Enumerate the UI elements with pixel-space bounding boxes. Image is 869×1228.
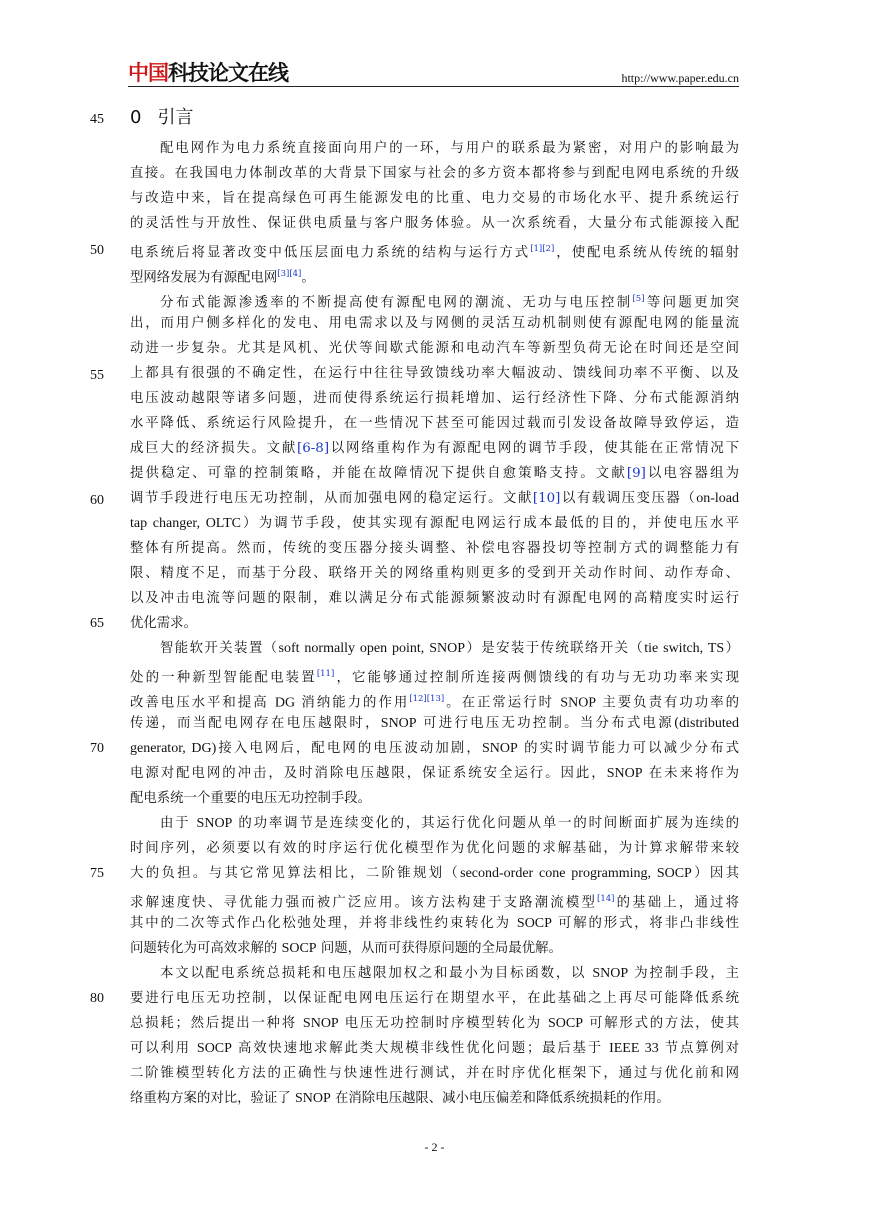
latin-text: SNOP [481,741,518,756]
text-segment: 求解速度快、寻优能力强而被广泛应用。该方法构建于支路潮流模型 [130,895,598,911]
text-line [130,541,739,557]
text-segment: 。 [301,270,315,286]
text-segment: ，它能够通过控制所连接两侧馈线的有功与无功功率来实现 [334,670,740,686]
text-segment: 电系统后将显著改变中低压层面电力系统的结构与运行方式 [130,245,531,261]
text-line [130,366,739,382]
text-segment: 提供稳定、可靠的控制策略，并能在故障情况下提供自愈策略支持。文献 [130,466,627,481]
latin-text: SNOP [380,716,417,731]
latin-text: SOCP [281,941,317,956]
latin-text: SNOP [196,816,233,831]
text-line [130,591,739,607]
text-line [130,416,739,432]
text-segment: 型网络发展为有源配电网 [130,270,278,286]
text-line [160,816,739,832]
text-segment: 二阶锥模型转化方法的正确性与快速性进行测试，并在时序优化框架下，通过与优化前和网 [130,1066,739,1081]
citation-link[interactable]: [6-8] [297,441,330,456]
text-line [130,1066,739,1082]
citation-link[interactable]: [10] [532,491,561,506]
text-line [130,466,739,482]
latin-text: generator, DG) [130,741,217,756]
text-segment: 的功率调节是连续变化的，其运行优化问题从单一的时间断面扩展为连续的 [232,816,739,831]
line-number: 80 [90,991,104,1006]
text-segment: 在消除电压越限、减小电压偏差和降低系统损耗的作用。 [330,1091,670,1106]
logo-red-text: 中国 [128,61,168,85]
text-line [130,791,739,807]
section-title: 引言 [157,107,194,128]
text-segment: 限、精度不足，而基于分段、联络开关的网络重构则更多的受到开关动作时间、动作寿命、 [130,566,739,581]
text-segment: ）为调节手段，使其实现有源配电网运行成本最低的目的，并使电压水平 [240,516,739,531]
text-line [160,291,739,311]
text-segment: 要进行电压无功控制，以保证配电网电压运行在期望水平，在此基础之上再尽可能降低系统 [130,991,739,1006]
citation-link[interactable]: [9] [626,466,646,481]
text-segment: 水平降低、系统运行风险提升，在一些情况下甚至可能因过载而引发设备故障导致停运，造 [130,416,739,431]
text-line [130,316,739,332]
line-number: 50 [90,243,104,258]
text-segment: ）是安装于传统联络开关（ [465,641,645,656]
text-line [130,1016,739,1032]
text-line [130,916,739,932]
text-line [130,266,739,286]
text-line [130,616,739,632]
text-segment: ） [724,641,739,656]
text-segment: 主要负责有功功率的 [596,695,739,711]
text-segment: 大的负担。与其它常见算法相比，二阶锥规划（ [130,866,461,881]
latin-text: distributed [679,716,740,731]
line-number: 55 [90,368,104,383]
latin-text: tie switch, TS [644,641,725,656]
text-line [130,991,739,1007]
latin-text: DG [274,695,296,711]
latin-text: SOCP [516,916,552,931]
latin-text: on-load [696,491,740,506]
text-segment: 可解的形式，将非凸非线性 [551,916,739,931]
text-line [130,766,739,782]
latin-text: SNOP [592,966,629,981]
text-segment: 直接。在我国电力体制改革的大背景下国家与社会的多方资本都将参与到配电网电系统的升级 [130,166,739,181]
text-segment: 改善电压水平和提高 [130,695,275,711]
text-line [130,566,739,582]
citation-superscript[interactable]: [1][2] [530,244,555,254]
text-line [130,341,739,357]
text-segment: 本文以配电系统总损耗和电压越限加权之和最小为目标函数，以 [160,966,593,981]
section-heading [130,107,193,129]
text-segment: 以及冲击电流等问题的限制，难以满足分布式能源频繁波动时有源配电网的高精度实时运行 [130,591,739,606]
text-segment: 。在正常运行时 [444,695,561,711]
text-segment: 优化需求。 [130,616,197,631]
line-number: 65 [90,616,104,631]
text-line [130,866,739,882]
text-line [130,666,739,686]
text-segment: 可解形式的方法，使其 [583,1016,740,1031]
text-segment: 其中的二次等式作凸化松弛处理，并将非线性约束转化为 [130,916,517,931]
text-segment: 节点算例对 [658,1041,739,1056]
latin-text: tap changer, OLTC [130,516,241,531]
line-number: 60 [90,493,104,508]
text-line [160,966,739,982]
latin-text: SNOP [294,1091,331,1106]
text-segment: 与改造中来，旨在提高绿色可再生能源发电的比重、电力交易的市场化水平、提升系统运行 [130,191,739,206]
text-line [130,491,739,507]
text-segment: 智能软开关装置（ [160,641,279,656]
text-line [130,1041,739,1057]
text-line [130,191,739,207]
text-segment: 在未来将作为 [642,766,740,781]
text-segment: 电压无功控制时序模型转化为 [338,1016,549,1031]
latin-text: IEEE 33 [609,1041,659,1056]
text-line [130,691,739,711]
text-segment: 传递，而当配电网存在电压越限时， [130,716,381,731]
text-segment: 调节手段进行电压无功控制，从而加强电网的稳定运行。文献 [130,491,533,506]
text-line [160,141,739,157]
latin-text: SNOP [302,1016,339,1031]
text-segment: 电压波动越限等诸多问题，进而使得系统运行损耗增加、运行经济性下降、分布式能源消纳 [130,391,739,406]
latin-text: SOCP [548,1016,584,1031]
text-segment: 处的一种新型智能配电装置 [130,670,317,686]
line-number: 70 [90,741,104,756]
text-segment: 消纳能力的作用 [295,695,410,711]
text-segment: 高效快速地求解此类大规模非线性优化问题；最后基于 [231,1041,610,1056]
citation-superscript[interactable]: [12][13] [409,694,445,704]
citation-superscript[interactable]: [11] [316,669,335,679]
text-line [130,741,739,757]
latin-text: second-order cone programming, SOCP [460,866,692,881]
text-line [130,241,739,261]
text-segment: 等问题更加突 [644,295,740,311]
header-url[interactable]: http://www.paper.edu.cn [621,71,739,85]
text-segment: 由于 [160,816,197,831]
text-segment: 出，而用户侧多样化的发电、用电需求以及与网侧的灵活互动机制则使有源配电网的能量流 [130,316,739,331]
latin-text: SNOP [606,766,643,781]
text-line [130,441,739,457]
text-segment: 问题，从而可获得原问题的全局最优解。 [316,941,562,956]
text-segment: 时间序列，必须要以有效的时序运行优化模型作为优化问题的求解基础，为计算求解带来较 [130,841,739,856]
text-segment: 动进一步复杂。尤其是风机、光伏等间歇式能源和电动汽车等新型负荷无论在时间还是空间 [130,341,739,356]
text-line [130,891,739,911]
text-segment: ，使配电系统从传统的辐射 [554,245,740,261]
text-segment: 整体有所提高。然而，传统的变压器分接头调整、补偿电容器投切等控制方式的调整能力有 [130,541,739,556]
text-segment: 电源对配电网的冲击，及时消除电压越限，保证系统安全运行。因此， [130,766,607,781]
text-segment: 配电网作为电力系统直接面向用户的一环，与用户的联系最为紧密，对用户的影响最为 [160,141,739,156]
text-segment: 以网络重构作为有源配电网的调节手段，使其能在正常情况下 [329,441,740,456]
latin-text: SNOP [560,695,597,711]
text-segment: 可进行电压无功控制。当分布式电源( [416,716,680,731]
text-line [130,391,739,407]
page-header [128,62,739,87]
citation-superscript[interactable]: [5] [632,294,645,304]
text-segment: 以电容器组为 [645,466,740,481]
citation-superscript[interactable]: [3][4] [277,269,302,279]
text-segment: 以有载调压变压器（ [560,491,697,506]
page-number: - 2 - [424,1140,445,1154]
text-segment: 分布式能源渗透率的不断提高使有源配电网的潮流、无功与电压控制 [160,295,633,311]
text-segment: 络重构方案的对比，验证了 [130,1091,295,1106]
text-segment: 的灵活性与开放性、保证供电质量与客户服务体验。从一次系统看，大量分布式能源接入配 [130,216,739,231]
text-line [130,216,739,232]
text-line [130,941,739,957]
text-segment: 成巨大的经济损失。文献 [130,441,298,456]
text-segment: ）因其 [691,866,740,881]
logo-black-text: 科技论文在线 [168,61,288,85]
citation-superscript[interactable]: [14] [597,894,615,904]
line-number: 45 [90,112,104,127]
text-segment: 问题转化为可高效求解的 [130,941,282,956]
journal-logo [128,62,288,84]
section-number: 0 [130,107,142,128]
text-segment: 为控制手段，主 [628,966,739,981]
text-segment: 的实时调节能力可以减少分布式 [517,741,740,756]
text-segment: 接入电网后，配电网的电压波动加剧， [216,741,482,756]
text-segment: 配电系统一个重要的电压无功控制手段。 [130,791,372,806]
text-segment: 可以利用 [130,1041,197,1056]
text-segment: 总损耗；然后提出一种将 [130,1016,303,1031]
line-number: 75 [90,866,104,881]
text-segment: 的基础上，通过将 [614,895,740,911]
text-line [130,166,739,182]
text-line [130,1091,739,1107]
text-line [130,841,739,857]
latin-text: soft normally open point, SNOP [278,641,466,656]
latin-text: SOCP [196,1041,232,1056]
text-line [130,716,739,732]
text-segment: 上都具有很强的不确定性，在运行中往往导致馈线功率大幅波动、馈线间功率不平衡、以及 [130,366,739,381]
text-line [130,516,739,532]
text-line [160,641,739,657]
